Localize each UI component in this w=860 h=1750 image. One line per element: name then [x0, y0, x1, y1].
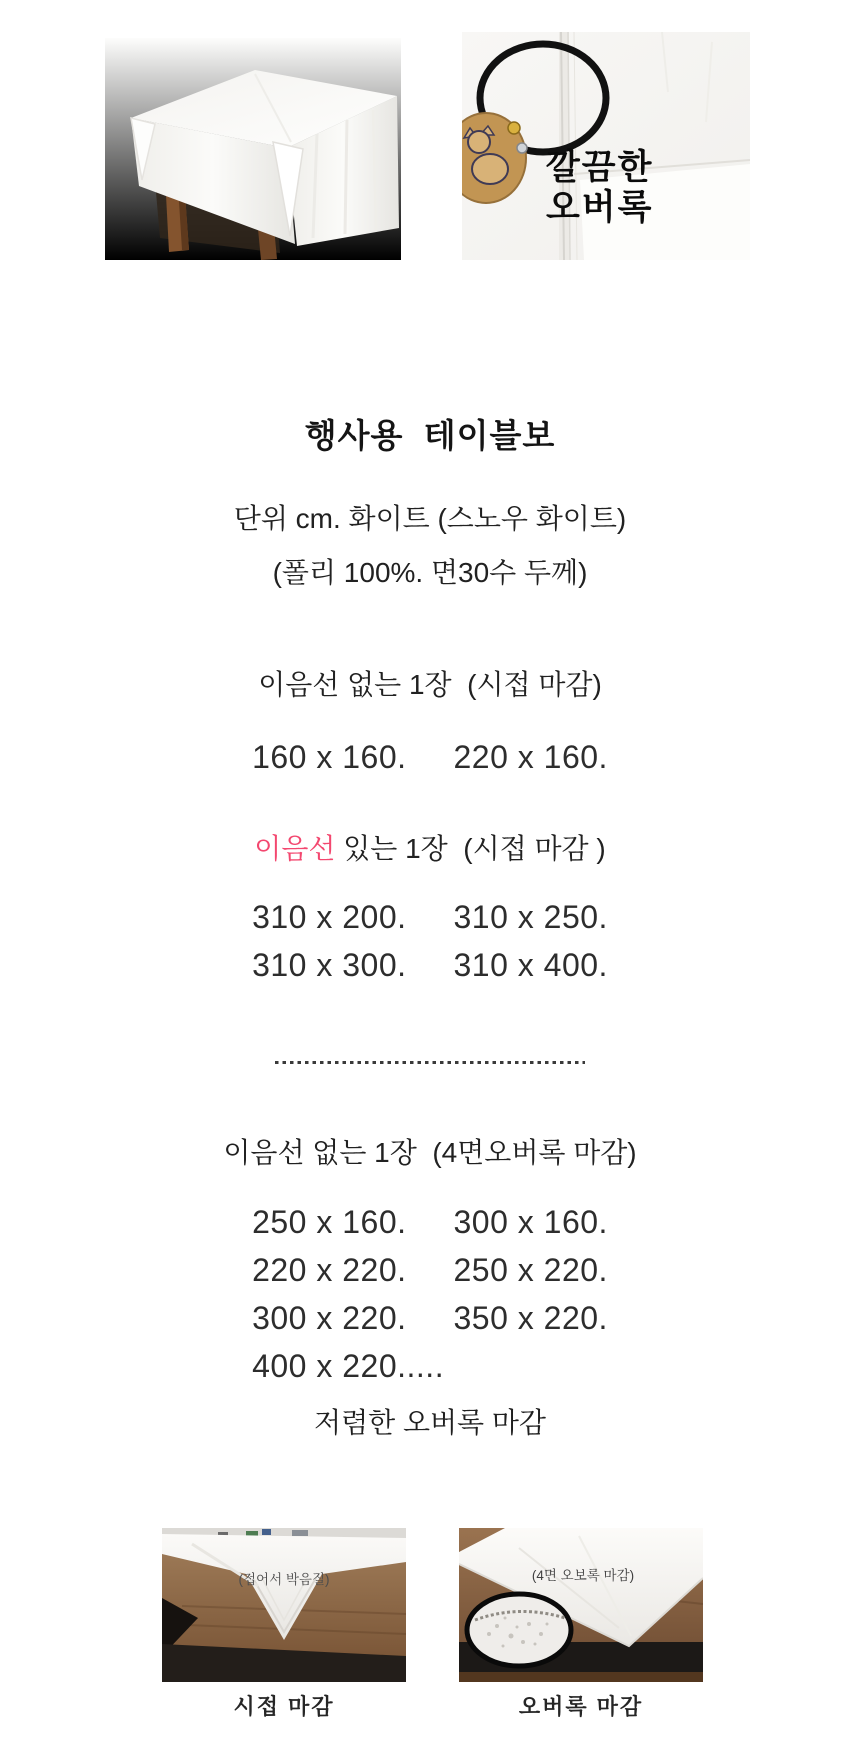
section-header-with-seam-hem — [0, 827, 860, 867]
tablecloth-table-illustration — [105, 38, 401, 260]
size-row: 300 x 220. 350 x 220. — [252, 1300, 608, 1336]
intro-line-unit-color: 단위 cm. 화이트 (스노우 화이트) — [233, 503, 627, 534]
size-row: 220 x 220. 250 x 220. — [252, 1252, 608, 1288]
overlock-finish-photo — [459, 1528, 703, 1682]
section-header-no-seam-overlock: 이음선 없는 1장 (4면오버록 마감) — [223, 1137, 637, 1168]
lower-wood-strip — [459, 1672, 703, 1682]
section-header-rest: 있는 1장 (시접 마감 ) — [335, 833, 606, 864]
overlock-label-line2: 오버록 — [546, 188, 654, 227]
dotted-divider — [275, 1061, 585, 1064]
seam-closeup-illustration — [462, 32, 750, 260]
size-list-inner — [252, 733, 608, 781]
overlock-overlay-label: (4면 오보록 마감) — [531, 1568, 635, 1583]
note-cheap-overlock: 저렴한 오버록 마감 — [314, 1407, 546, 1438]
size-list-with-seam — [0, 893, 860, 989]
page-title: 행사용 테이블보 — [304, 417, 556, 455]
size-list-no-seam-hem — [0, 733, 860, 781]
intro-line-material: (폴리 100%. 면30수 두께) — [272, 557, 588, 588]
size-list-inner — [252, 1198, 608, 1390]
overlock-finish-illustration — [459, 1528, 703, 1682]
size-list-inner — [252, 893, 608, 989]
tablecloth-table-photo — [105, 38, 401, 260]
size-row: 310 x 200. 310 x 250. — [252, 899, 608, 935]
hem-finish-photo — [162, 1528, 406, 1682]
caption-overlock-finish: 오버록 마감 — [518, 1694, 644, 1719]
size-list-overlock — [0, 1198, 860, 1390]
size-row: 310 x 300. 310 x 400. — [252, 947, 608, 983]
section-header-no-seam-hem: 이음선 없는 1장 (시접 마감) — [258, 669, 602, 700]
size-row: 250 x 160. 300 x 160. — [252, 1204, 608, 1240]
seam-closeup-photo — [462, 32, 750, 260]
hem-overlay-label: (접어서 박음질) — [238, 1572, 330, 1587]
overlock-stitch-magnifier-ellipse — [467, 1594, 571, 1666]
size-row: 400 x 220..... — [252, 1348, 445, 1384]
overlock-label-line1: 깔끔한 — [546, 148, 654, 187]
caption-hem-finish: 시접 마감 — [233, 1694, 335, 1719]
hem-finish-illustration — [162, 1528, 406, 1682]
section-header-highlight: 이음선 — [254, 833, 336, 864]
size-row: 160 x 160. 220 x 160. — [252, 739, 608, 775]
